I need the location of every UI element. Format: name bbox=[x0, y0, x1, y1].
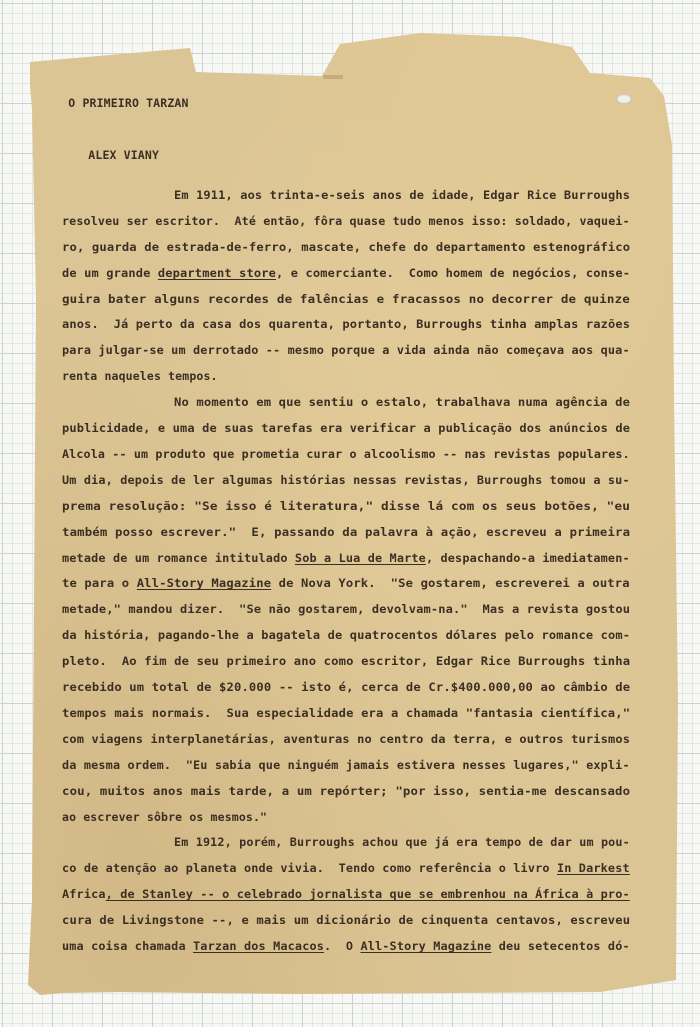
underlined-title: Sob a Lua de Marte bbox=[294, 551, 426, 565]
document-author bbox=[60, 134, 159, 176]
text-line bbox=[62, 784, 630, 798]
text-segment: também posso escrever." E, passando da palavra à ação, escreveu a primeira bbox=[62, 525, 631, 539]
text-line bbox=[62, 706, 630, 720]
text-segment: Em 1912, porém, Burroughs achou que já era tempo de dar um pou- bbox=[174, 835, 630, 849]
punch-hole bbox=[616, 94, 632, 104]
underlined-title: , de Stanley -- o celebrado jornalista que se embrenhou na África à pro- bbox=[105, 887, 630, 901]
document-title-text: O PRIMEIRO TARZAN bbox=[68, 96, 189, 110]
text-line bbox=[62, 551, 630, 565]
text-segment: da mesma ordem. "Eu sabia que ninguém jamais estivera nesses lugares," expli- bbox=[62, 758, 630, 772]
text-line bbox=[62, 499, 630, 513]
text-segment: da história, pagando-lhe a bagatela de quatrocentos dólares pelo romance com- bbox=[62, 628, 631, 642]
text-segment: , e comerciante. Como homem de negócios, conse- bbox=[275, 266, 631, 280]
text-line bbox=[62, 602, 630, 616]
text-segment: anos. Já perto da casa dos quarenta, portanto, Burroughs tinha amplas razões bbox=[62, 317, 631, 331]
text-segment: cura de Livingstone --, e mais um dicionário de cinquenta centavos, escreveu bbox=[62, 913, 631, 927]
text-segment: pleto. Ao fim de seu primeiro ano como escritor, Edgar Rice Burroughs tinha bbox=[62, 654, 631, 668]
underlined-title: All-Story Magazine bbox=[360, 939, 492, 953]
text-segment: Um dia, depois de ler algumas histórias nessas revistas, Burroughs tomou a su- bbox=[62, 473, 630, 487]
text-segment: co de atenção ao planeta onde vivia. Tendo como referência o livro bbox=[62, 861, 557, 875]
text-segment: prema resolução: "Se isso é literatura," disse lá com os seus botões, "eu bbox=[62, 499, 631, 513]
text-line bbox=[62, 266, 630, 280]
text-segment: te para o bbox=[62, 576, 137, 590]
document-author-text: ALEX VIANY bbox=[88, 148, 160, 162]
text-segment: uma coisa chamada bbox=[62, 939, 194, 953]
text-segment: ao escrever sôbre os mesmos." bbox=[62, 810, 268, 824]
text-line bbox=[62, 473, 630, 487]
text-segment: deu setecentos dó- bbox=[491, 939, 630, 953]
text-segment: publicidade, e uma de suas tarefas era verificar a publicação dos anúncios de bbox=[62, 421, 631, 435]
text-line bbox=[62, 343, 630, 357]
text-line bbox=[62, 369, 218, 383]
text-segment: com viagens interplanetárias, aventuras no centro da terra, e outros turismos bbox=[62, 732, 631, 746]
text-line bbox=[62, 292, 630, 306]
text-segment: guira bater alguns recordes de falências e fracassos no decorrer de quinze bbox=[62, 292, 630, 306]
text-line bbox=[62, 680, 630, 694]
text-segment: ro, guarda de estrada-de-ferro, mascate, chefe do departamento estenográfico bbox=[62, 240, 631, 254]
text-segment: Africa bbox=[62, 887, 106, 901]
document-title bbox=[40, 82, 189, 124]
text-line bbox=[174, 835, 630, 849]
text-segment: metade de um romance intitulado bbox=[62, 551, 295, 565]
text-segment: de um grande bbox=[62, 266, 158, 280]
torn-edge bbox=[323, 75, 343, 79]
text-line bbox=[62, 939, 630, 953]
text-segment: Alcola -- um produto que prometia curar o alcoolismo -- nas revistas populares. bbox=[62, 447, 630, 461]
underlined-title: In Darkest bbox=[556, 861, 630, 875]
text-line bbox=[62, 240, 630, 254]
text-line bbox=[62, 758, 630, 772]
text-line bbox=[62, 913, 630, 927]
text-line bbox=[62, 317, 630, 331]
text-segment: No momento em que sentiu o estalo, trabalhava numa agência de bbox=[174, 395, 631, 409]
text-line bbox=[174, 395, 630, 409]
text-line bbox=[62, 654, 630, 668]
text-segment: metade," mandou dizer. "Se não gostarem, devolvam-na." Mas a revista gostou bbox=[62, 602, 631, 616]
underlined-title: All-Story Magazine bbox=[136, 576, 272, 590]
text-segment: , despachando-a imediatamen- bbox=[425, 551, 630, 565]
text-line bbox=[62, 421, 630, 435]
text-line bbox=[62, 861, 630, 875]
text-segment: tempos mais normais. Sua especialidade era a chamada "fantasia científica," bbox=[62, 706, 631, 720]
text-line bbox=[62, 732, 630, 746]
text-segment: Em 1911, aos trinta-e-seis anos de idade, Edgar Rice Burroughs bbox=[174, 188, 631, 202]
text-segment: para julgar-se um derrotado -- mesmo porque a vida ainda não começava aos qua- bbox=[62, 343, 630, 357]
text-line bbox=[62, 887, 630, 901]
text-segment: cou, muitos anos mais tarde, a um repórter; "por isso, sentia-me descansado bbox=[62, 784, 631, 798]
text-segment: recebido um total de $20.000 -- isto é, cerca de Cr.$400.000,00 ao câmbio de bbox=[62, 680, 631, 694]
text-line bbox=[62, 576, 630, 590]
underlined-title: department store bbox=[157, 266, 276, 280]
text-segment: renta naqueles tempos. bbox=[62, 369, 218, 383]
text-line bbox=[62, 447, 630, 461]
text-line bbox=[62, 525, 630, 539]
text-line bbox=[62, 214, 630, 228]
text-segment: . O bbox=[324, 939, 361, 953]
text-segment: resolveu ser escritor. Até então, fôra quase tudo menos isso: soldado, vaquei- bbox=[62, 214, 630, 228]
text-line bbox=[62, 810, 267, 824]
text-line bbox=[62, 628, 630, 642]
underlined-title: Tarzan dos Macacos bbox=[193, 939, 325, 953]
text-segment: de Nova York. "Se gostarem, escreverei a outra bbox=[271, 576, 630, 590]
text-line bbox=[174, 188, 630, 202]
